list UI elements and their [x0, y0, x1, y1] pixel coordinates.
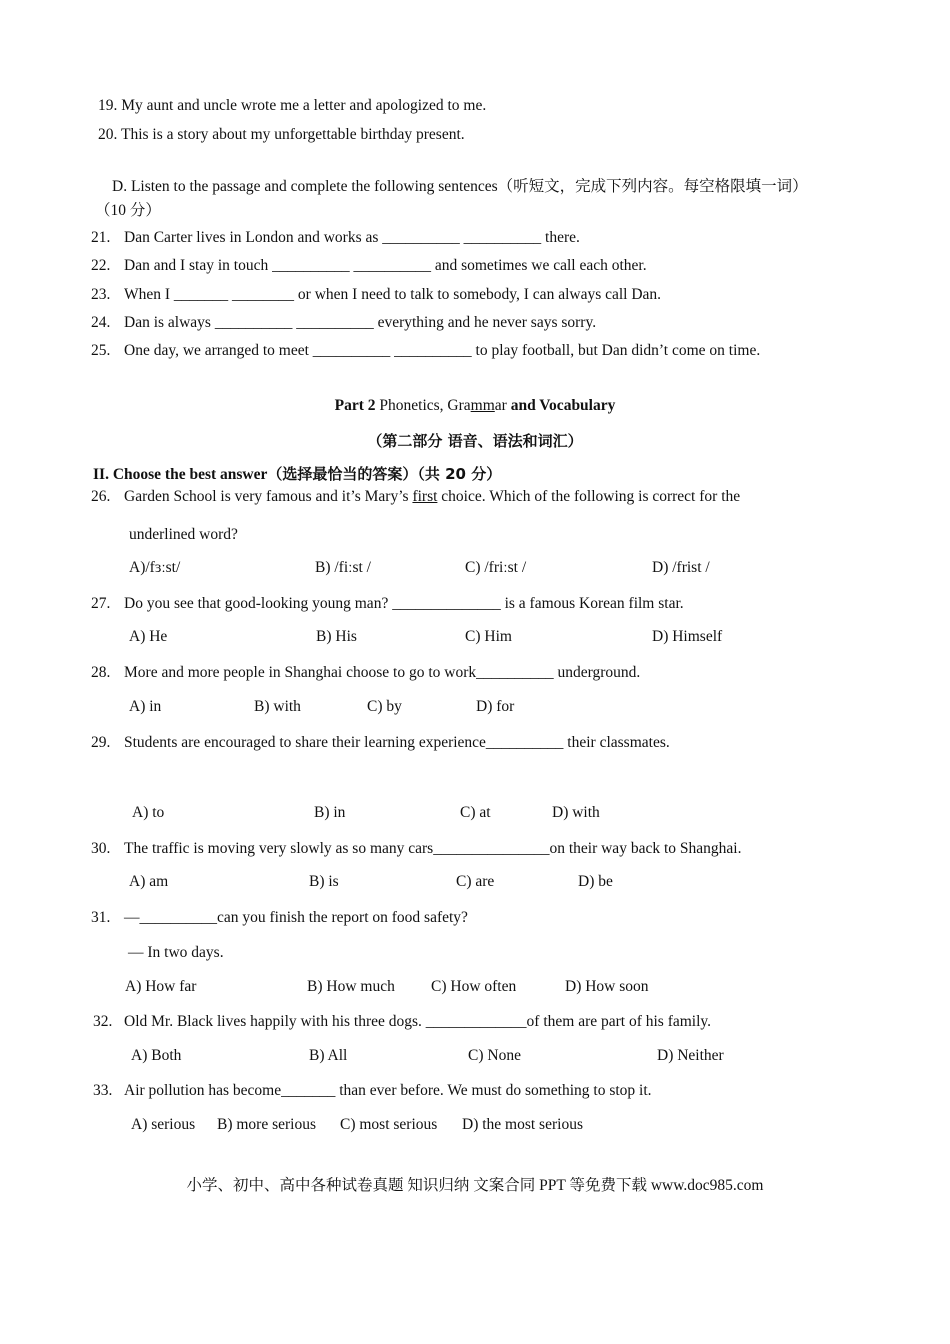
section-d-score: （10 分） [95, 202, 161, 219]
q26-option-d: D) /frist / [652, 559, 710, 576]
q28-option-b: B) with [254, 698, 301, 715]
q29-number: 29. [91, 734, 111, 751]
q26-option-a: A)/fɜːst/ [129, 559, 181, 576]
q31-option-d: D) How soon [565, 978, 649, 995]
q27-option-d: D) Himself [652, 628, 723, 645]
part2-title: Part 2 Phonetics, Grammar and Vocabulary [334, 397, 616, 414]
item-21-text: Dan Carter lives in London and works as __________ __________ there. [124, 229, 580, 246]
q32-option-a: A) Both [131, 1047, 182, 1064]
q29-stem: Students are encouraged to share their learning experience__________ their classmates. [124, 734, 670, 751]
q31-option-a: A) How far [125, 978, 197, 995]
page-footer: 小学、初中、高中各种试卷真题 知识归纳 文案合同 PPT 等免费下载 www.doc985.com [186, 1177, 764, 1194]
q30-option-a: A) am [129, 873, 169, 890]
q26-stem-cont: underlined word? [129, 526, 238, 543]
q32-number: 32. [93, 1013, 113, 1030]
q28-option-c: C) by [367, 698, 402, 715]
q30-number: 30. [91, 840, 111, 857]
item-20: 20. This is a story about my unforgettable birthday present. [98, 126, 465, 143]
q28-number: 28. [91, 664, 111, 681]
item-22-text: Dan and I stay in touch __________ __________ and sometimes we call each other. [124, 257, 647, 274]
q33-option-d: D) the most serious [462, 1116, 583, 1133]
q28-stem: More and more people in Shanghai choose to go to work__________ underground. [124, 664, 641, 681]
part2-subtitle: （第二部分 语音、语法和词汇） [367, 432, 583, 450]
q31-number: 31. [91, 909, 111, 926]
q27-option-c: C) Him [465, 628, 512, 645]
q33-option-a: A) serious [131, 1116, 196, 1133]
item-19: 19. My aunt and uncle wrote me a letter and apologized to me. [98, 97, 487, 114]
q26-option-b: B) /fiːst / [315, 559, 371, 576]
q28-option-d: D) for [476, 698, 515, 715]
q28-option-a: A) in [129, 698, 162, 715]
q29-option-a: A) to [132, 804, 165, 821]
q33-number: 33. [93, 1082, 113, 1099]
q27-option-a: A) He [129, 628, 168, 645]
q32-option-b: B) All [309, 1047, 348, 1064]
q29-option-c: C) at [460, 804, 491, 821]
q31-option-c: C) How often [431, 978, 517, 995]
item-24-text: Dan is always __________ __________ everything and he never says sorry. [124, 314, 597, 331]
item-23-text: When I _______ ________ or when I need to talk to somebody, I can always call Dan. [124, 286, 662, 303]
q31-stem: —__________can you finish the report on food safety? [124, 909, 468, 926]
q29-option-b: B) in [314, 804, 346, 821]
item-25-text: One day, we arranged to meet __________ __________ to play football, but Dan didn’t come on time. [124, 342, 761, 359]
section-d-heading: D. Listen to the passage and complete the following sentences（听短文，完成下列内容。每空格限填一词） [112, 178, 808, 195]
q33-option-c: C) most serious [340, 1116, 438, 1133]
q30-option-d: D) be [578, 873, 613, 890]
q33-stem: Air pollution has become_______ than ever before. We must do something to stop it. [124, 1082, 652, 1099]
q27-stem: Do you see that good-looking young man? ______________ is a famous Korean film star. [124, 595, 684, 612]
item-23: 23. [91, 286, 111, 303]
q32-stem: Old Mr. Black lives happily with his three dogs. _____________of them are part of his family. [124, 1013, 712, 1030]
q32-option-c: C) None [468, 1047, 521, 1064]
q31-reply: — In two days. [128, 944, 224, 961]
section-ii-heading: II. Choose the best answer（选择最恰当的答案）（共 20 分） [93, 465, 502, 483]
q27-number: 27. [91, 595, 111, 612]
q27-option-b: B) His [316, 628, 357, 645]
item-25: 25. [91, 342, 111, 359]
q26-number: 26. [91, 488, 111, 505]
q33-option-b: B) more serious [217, 1116, 317, 1133]
q30-option-b: B) is [309, 873, 339, 890]
q26-option-c: C) /friːst / [465, 559, 527, 576]
q29-option-d: D) with [552, 804, 600, 821]
q32-option-d: D) Neither [657, 1047, 724, 1064]
q26-stem: Garden School is very famous and it’s Mary’s first choice. Which of the following is correct for the [124, 488, 741, 505]
q30-option-c: C) are [456, 873, 495, 890]
item-21: 21. [91, 229, 111, 246]
q31-option-b: B) How much [307, 978, 395, 995]
q30-stem: The traffic is moving very slowly as so many cars_______________on their way back to Shanghai. [124, 840, 742, 857]
item-22: 22. [91, 257, 111, 274]
item-24: 24. [91, 314, 111, 331]
